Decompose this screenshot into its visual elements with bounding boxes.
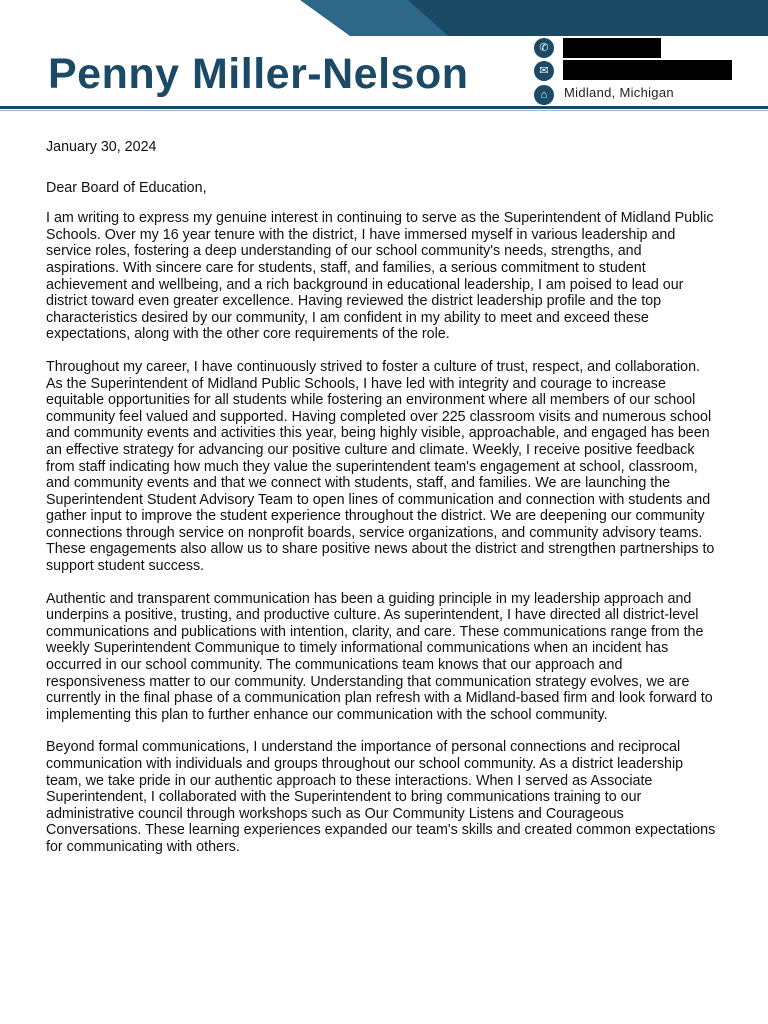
letter-paragraph: Throughout my career, I have continuously strived to foster a culture of trust, respect, and collaboration. As the Superintendent of Midland Public Schools, I have led with integrity and courage to increase equitable opportunities for all students while fostering an environment where all members of our school community feel valued and supported. Having completed over 225 classroom visits and numerous school and community events and activities this year, being highly visible, approachable, and engaged has been an effective strategy for advancing our positive culture and climate. Weekly, I receive positive feedback from staff indicating how much they value the superintendent team's engagement at school, classroom, and community events and that we connect with students, staff, and families. We are launching the Superintendent Student Advisory Team to open lines of communication and connection with students and gather input to improve the student experience throughout the district. We are deepening our community connections through service on nonprofit boards, service organizations, and community advisory teams. These engagements also allow us to share positive news about the district and strengthen partnerships to support student success. — [46, 358, 715, 575]
redacted-email — [563, 60, 732, 80]
redacted-phone — [563, 38, 661, 58]
letter-body — [46, 139, 718, 872]
header-accent-dark — [408, 0, 768, 36]
letter-paragraph: I am writing to express my genuine interest in continuing to serve as the Superintendent of Midland Public Schools. Over my 16 year tenure with the district, I have immersed myself in various leadership and service roles, fostering a deep understanding of our school community's needs, strengths, and aspirations. With sincere care for students, staff, and families, a serious commitment to student achievement and wellbeing, and a rich background in educational leadership, I am poised to lead our district toward even greater excellence. Having reviewed the district leadership profile and the top characteristics desired by our community, I am confident in my ability to meet and exceed these expectations, along with the other core requirements of the role. — [46, 210, 714, 343]
letter-paragraph: Authentic and transparent communication has been a guiding principle in my leadership approach and underpins a positive, trusting, and productive culture. As superintendent, I have directed all district-level communications and publications with intention, clarity, and care. These communications range from the weekly Superintendent Communique to timely informational communications when an incident has occurred in our school community. The communications team knows that our approach and responsiveness matter to our community. Understanding that communication strategy evolves, we are currently in the final phase of a communication plan refresh with a Midland-based firm and look forward to implementing this plan to further enhance our communication with the school community. — [46, 590, 713, 723]
location-pin-icon: ⌂ — [534, 85, 554, 105]
applicant-name: Penny Miller-Nelson — [48, 50, 469, 98]
letter-greeting: Dear Board of Education, — [46, 179, 207, 196]
phone-icon: ✆ — [534, 38, 554, 58]
letter-paragraph: Beyond formal communications, I understand the importance of personal connections and reciprocal communication with individuals and groups throughout our school community. As a district leadership team, we take pride in our authentic approach to these interactions. When I served as Associate Superintendent, I collaborated with the Superintendent to bring communications training to our administrative council through workshops such as Our Community Listens and Courageous Conversations. These learning experiences expanded our team's skills and created common expectations for communicating with others. — [46, 739, 716, 855]
location-text: Midland, Michigan — [564, 85, 674, 100]
header-divider — [0, 106, 768, 109]
email-icon: ✉ — [534, 61, 554, 81]
header-divider-thin — [0, 110, 768, 111]
letter-date: January 30, 2024 — [46, 139, 157, 155]
